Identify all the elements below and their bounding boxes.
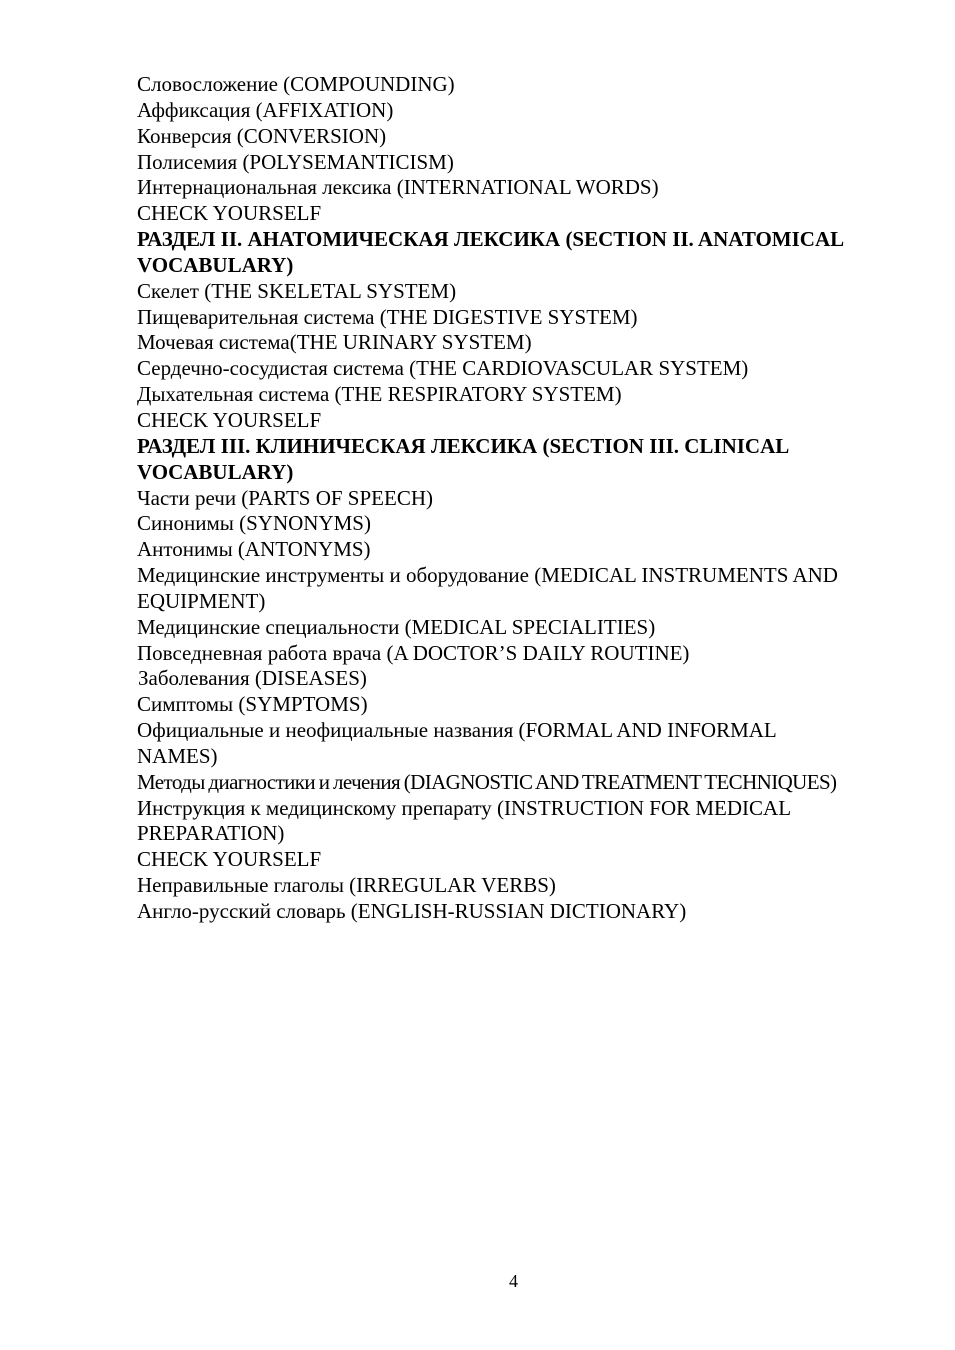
toc-item-synonyms: Синонимы (SYNONYMS) <box>137 511 371 536</box>
toc-item-respiratory-system: Дыхательная система (THE RESPIRATORY SYSTEM) <box>137 382 622 407</box>
toc-item-doctors-daily-routine: Повседневная работа врача (A DOCTOR’S DAILY ROUTINE) <box>137 640 690 665</box>
toc-item-affixation: Аффиксация (AFFIXATION) <box>137 97 394 122</box>
toc-item-polysemanticism: Полисемия (POLYSEMANTICISM) <box>137 149 454 174</box>
toc-item-parts-of-speech: Части речи (PARTS OF SPEECH) <box>137 485 433 510</box>
toc-item-compounding: Словосложение (COMPOUNDING) <box>137 72 455 96</box>
toc-item-instruction-medical-preparation: Инструкция к медицинскому препарату (INSTRUCTION FOR MEDICAL PREPARATION) <box>137 795 791 846</box>
toc-item-irregular-verbs: Неправильные глаголы (IRREGULAR VERBS) <box>137 873 556 898</box>
toc-item-check-yourself-1: CHECK YOURSELF <box>137 201 322 226</box>
toc-item-diseases: Заболевания (DISEASES) <box>138 666 367 691</box>
toc-item-urinary-system: Мочевая система(THE URINARY SYSTEM) <box>137 330 532 355</box>
toc-item-skeletal-system: Скелет (THE SKELETAL SYSTEM) <box>137 278 457 303</box>
toc-item-check-yourself-3: CHECK YOURSELF <box>137 847 322 872</box>
toc-item-formal-informal-names: Официальные и неофициальные названия (FORMAL AND INFORMAL NAMES) <box>137 718 776 768</box>
toc-item-english-russian-dictionary: Англо-русский словарь (ENGLISH-RUSSIAN DICTIONARY) <box>137 899 687 923</box>
section-2-heading: РАЗДЕЛ II. АНАТОМИЧЕСКАЯ ЛЕКСИКА (SECTION II. ANATOMICAL VOCABULARY) <box>137 227 843 277</box>
toc-item-medical-specialities: Медицинские специальности (MEDICAL SPECIALITIES) <box>137 614 656 639</box>
toc-item-international-words: Интернациональная лексика (INTERNATIONAL WORDS) <box>137 175 659 200</box>
toc-item-digestive-system: Пищеварительная система (THE DIGESTIVE SYSTEM) <box>137 304 638 329</box>
toc-item-conversion: Конверсия (CONVERSION) <box>137 123 387 148</box>
toc-item-cardiovascular-system: Сердечно-сосудистая система (THE CARDIOVASCULAR SYSTEM) <box>137 356 749 381</box>
toc-item-diagnostic-treatment: Методы диагностики и лечения (DIAGNOSTIC AND TREATMENT TECHNIQUES) <box>137 769 837 794</box>
toc-item-antonyms: Антонимы (ANTONYMS) <box>137 537 371 562</box>
section-3-heading: РАЗДЕЛ III. КЛИНИЧЕСКАЯ ЛЕКСИКА (SECTION III. CLINICAL VOCABULARY) <box>137 433 789 484</box>
toc-item-check-yourself-2: CHECK YOURSELF <box>137 407 322 432</box>
toc-item-symptoms: Симптомы (SYMPTOMS) <box>137 692 368 717</box>
toc-item-medical-instruments: Медицинские инструменты и оборудование (MEDICAL INSTRUMENTS AND EQUIPMENT) <box>137 563 838 613</box>
table-of-contents <box>137 72 927 925</box>
page-number: 4 <box>509 1271 518 1291</box>
